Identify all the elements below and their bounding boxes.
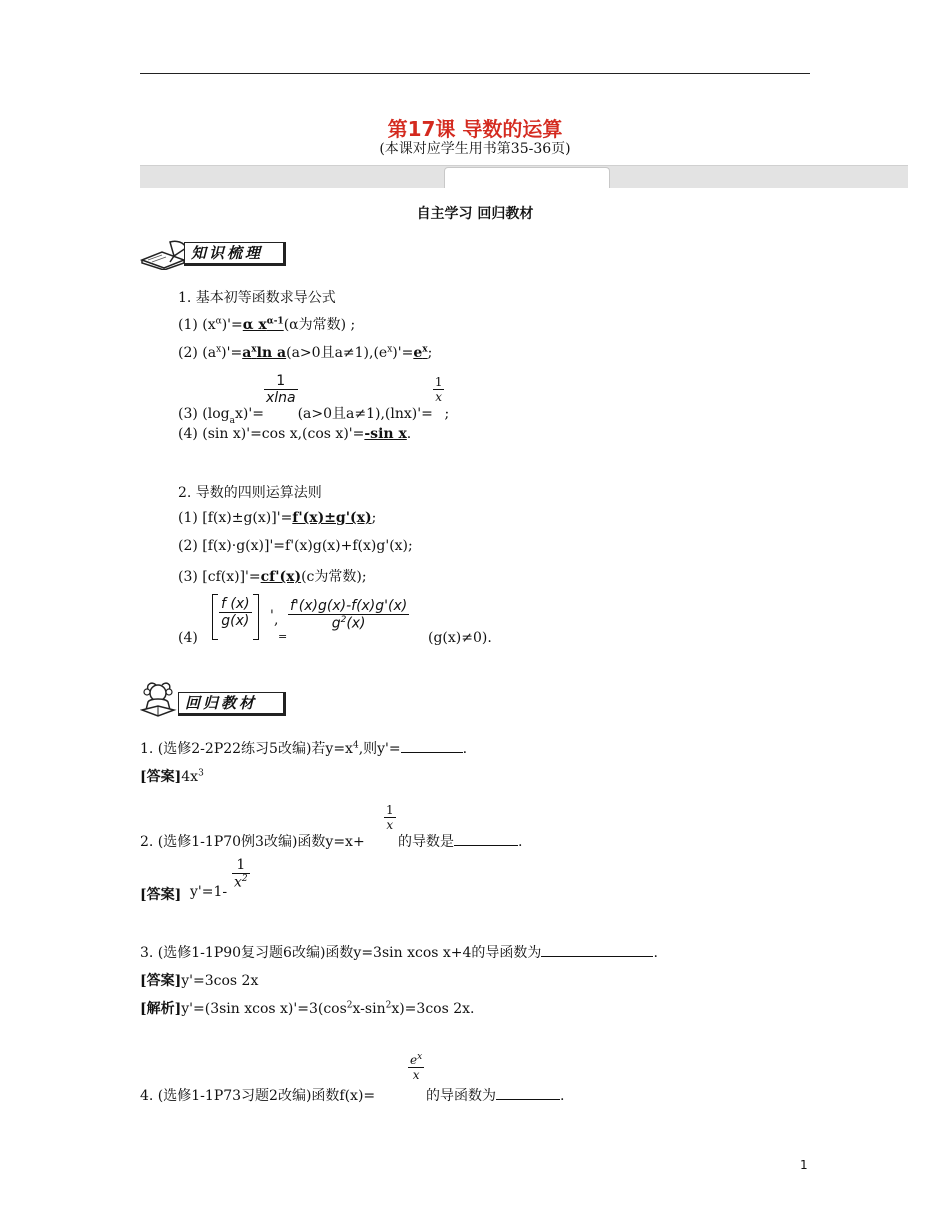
rule-3: (3) [cf(x)]'=cf'(x)(c为常数); <box>178 569 367 585</box>
section-heading: 自主学习 回归教材 <box>416 206 534 222</box>
section-tab <box>444 167 610 188</box>
textbook-banner <box>140 688 290 714</box>
answer-3: [答案]y'=3cos 2x <box>140 973 259 989</box>
exercise-1: 1. (选修2-2P22练习5改编)若$y=x^4$,则y'= . <box>140 738 467 758</box>
exercise-1-blank <box>401 738 463 753</box>
formula-4: (4) (sin x)'=cos x,(cos x)'=-sin x. <box>178 426 412 442</box>
formula-4-answer: -sin x <box>364 426 407 442</box>
formula-1-answer: α $x^{\alpha-1}$ <box>242 316 284 333</box>
rule-4-fraction: $\frac{f'(x)g(x)-f(x)g'(x)}{g^2(x)}$ <box>290 598 408 632</box>
knowledge-heading-1: 1. 基本初等函数求导公式 <box>178 290 336 306</box>
answer-2-fraction: $\frac{1}{x^2}$ <box>234 857 248 891</box>
textbook-banner-label: 回归教材 <box>178 692 286 716</box>
page-number: 1 <box>800 1158 808 1172</box>
exercise-3-blank <box>541 942 653 957</box>
lesson-subtitle: (本课对应学生用书第35-36页) <box>379 141 571 157</box>
exercise-3: 3. (选修1-1P90复习题6改编)函数y=3sin xcos x+4的导函数为 . <box>140 942 658 962</box>
answer-1: [答案]$4x^3$ <box>140 768 204 785</box>
formula-1: (1) $(x^\alpha)'=\alpha$ $x^{\alpha-1}(\alpha$为常数) ; <box>178 316 356 333</box>
lesson-title: 第17课 导数的运算 <box>387 117 563 141</box>
header-rule <box>140 73 810 74</box>
rule-1: (1) [f(x)±g(x)]'=f'(x)±g'(x); <box>178 510 377 526</box>
solution-3: [解析]y'=(3sin xcos $x)'=3(\cos^2x-\sin^2x)=3\cos$ 2x. <box>140 1000 475 1017</box>
exercise-2-blank <box>454 831 518 846</box>
formula-2: (2) $(a^x)'=a^x\ln$ a(a>0且$a\ne 1),(e^x)'=e^x$; <box>178 344 433 361</box>
rule-3-answer: cf'(x) <box>260 569 302 585</box>
rule-4-bracket: $\frac{f (x)}{g(x)}$ <box>212 594 259 640</box>
formula-3: (3) $(\log_ax)'=$ $\frac{1}{xlna}$ (a>0且a≠1),(lnx)'= $\frac{1}{x}$ ; <box>178 373 450 427</box>
exercise-2-fraction: $\frac{1}{x}$ <box>386 803 394 832</box>
exercise-4-fraction: $\frac{e^x}{x}$ <box>410 1052 423 1082</box>
knowledge-banner-label: 知识梳理 <box>184 242 286 266</box>
rule-2: (2) [f(x)·g(x)]'=f'(x)g(x)+f(x)g'(x); <box>178 538 413 554</box>
rule-4: (4) $\frac{f (x)}{g(x)}$ ' , = $\frac{f'(x)g(x)-f(x)g'(x)}{g^2(x)}$ (g(x)≠0). <box>178 596 492 646</box>
knowledge-banner <box>140 238 290 264</box>
formula-2-answer-a: $a^x\ln$ a <box>242 344 287 361</box>
formula-3-fraction: $\frac{1}{xlna}$ <box>265 373 296 406</box>
rule-1-answer: f'(x)±g'(x) <box>292 510 372 526</box>
formula-3-fraction-2: $\frac{1}{x}$ <box>434 375 443 404</box>
exercise-4-blank <box>496 1085 560 1100</box>
formula-2-answer-e: $e^x$ <box>413 344 428 361</box>
knowledge-heading-2: 2. 导数的四则运算法则 <box>178 485 322 501</box>
